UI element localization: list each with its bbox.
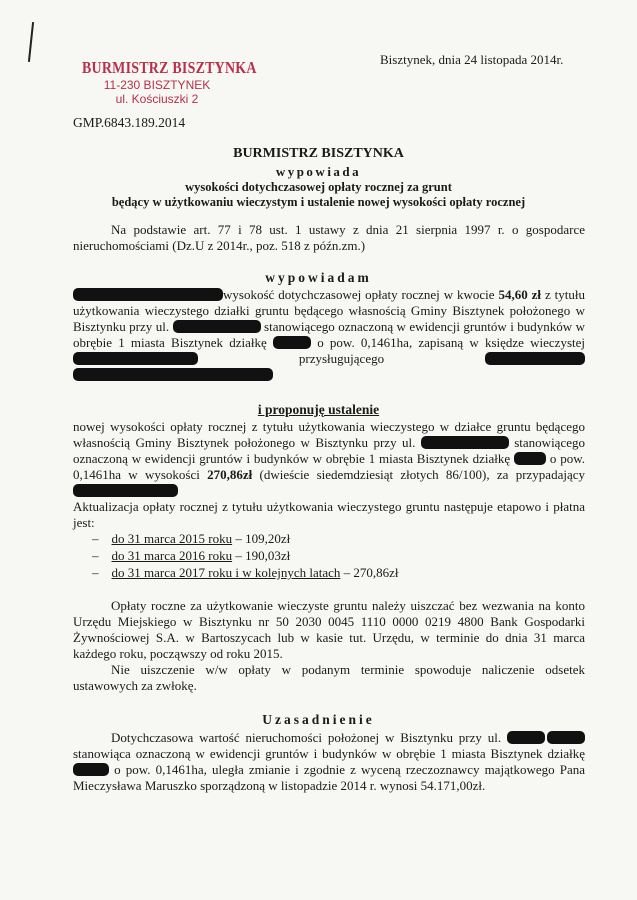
redaction [485,352,585,365]
old-fee-amount: 54,60 zł [498,287,542,302]
stamp-title: BURMISTRZ BISZTYNKA [82,58,257,77]
payment-paragraph: Opłaty roczne za użytkowanie wieczyste gruntu należy uiszczać bez wezwania na konto Urzędu Miejskiego w Bisztynku nr 50 2030 0045 1110 0000 0219 4800 Bank Gospodarki Żywnościowej S.A. w Bartoszycach lub w kasie tut. Urzędu, w terminie do dnia 31 marca każdego roku, począwszy od roku 2015. [73,598,585,661]
redaction [73,352,198,365]
schedule-item: – do 31 marca 2015 roku – 109,20zł [92,531,291,546]
subject-line-1: wysokości dotychczasowej opłaty rocznej za grunt [185,180,452,194]
redaction [514,452,546,465]
stamp-street: ul. Kościuszki 2 [115,92,199,106]
office-stamp [82,58,257,106]
section2-paragraph: nowej wysokości opłaty rocznej z tytułu użytkowania wieczystego w działce gruntu będącego własnością Gminy Bisztynek położonego w Bisztynku przy ul. stanowiącego oznaczoną w ewidencji gruntów i budynków w obrębie 1 miasta Bisztynek działkę o pow. 0,1461ha w wysokości 270,86zł (dwieście siedemdziesiąt złotych 86/100), za przypadający [73,419,585,499]
redaction [73,368,273,381]
stamp-postal: 11-230 BISZTYNEK [103,78,211,92]
redaction [73,484,178,497]
redaction [273,336,311,349]
redaction [173,320,261,333]
payment-schedule [92,530,399,581]
justification-paragraph: Dotychczasowa wartość nieruchomości położonej w Bisztynku przy ul. stanowiąca oznaczoną w ewidencji gruntów i budynków w obrębie 1 miasta Bisztynek działkę o pow. 0,1461ha, uległa zmianie i zgodnie z wyceną rzeczoznawcy majątkowego Pana Mieczysława Maruszko sporządzoną w listopadzie 2014 r. wynosi 54.171,00zł. [73,730,585,793]
margin-pen-mark [28,22,34,62]
redaction [547,731,585,744]
section1-paragraph: wysokość dotychczasowej opłaty rocznej w kwocie 54,60 zł z tytułu użytkowania wieczystego działki gruntu będącego własnością Gminy Bisztynek położonego w Bisztynku przy ul. stanowiącego oznaczoną w ewidencji gruntów i budynków w obrębie 1 miasta Bisztynek działkę o pow. 0,1461ha, zapisaną w księdze wieczystej przysługującego [73,287,585,383]
subject-line-2: będący w użytkowaniu wieczystym i ustalenie nowej wysokości opłaty rocznej [111,195,526,209]
update-paragraph: Aktualizacja opłaty rocznej z tytułu użytkowania wieczystego gruntu następuje etapowo i płatna jest: [73,499,585,530]
reference-number: GMP.6843.189.2014 [73,115,186,130]
penalty-paragraph: Nie uiszczenie w/w opłaty w podanym terminie spowoduje naliczenie odsetek ustawowych za zwłokę. [73,662,585,693]
section2-heading: i proponuję ustalenie [257,402,380,417]
redaction [507,731,545,744]
document-date: Bisztynek, dnia 24 listopada 2014r. [380,52,564,67]
redaction [73,763,109,776]
schedule-item: – do 31 marca 2017 roku i w kolejnych latach – 270,86zł [92,565,399,580]
intro-paragraph: Na podstawie art. 77 i 78 ust. 1 ustawy z dnia 21 sierpnia 1997 r. o gospodarce nieruchomościami (Dz.U z 2014r., poz. 518 z późn.zm.) [73,222,585,253]
schedule-item: – do 31 marca 2016 roku – 190,03zł [92,548,291,563]
new-fee-amount: 270,86zł [207,467,253,482]
authority-title: BURMISTRZ BISZTYNKA [233,146,404,161]
redaction [73,288,223,301]
redaction [421,436,509,449]
justification-heading: Uzasadnienie [262,712,375,727]
action-title: wypowiada [275,164,362,179]
section1-heading: wypowiadam [265,270,372,285]
